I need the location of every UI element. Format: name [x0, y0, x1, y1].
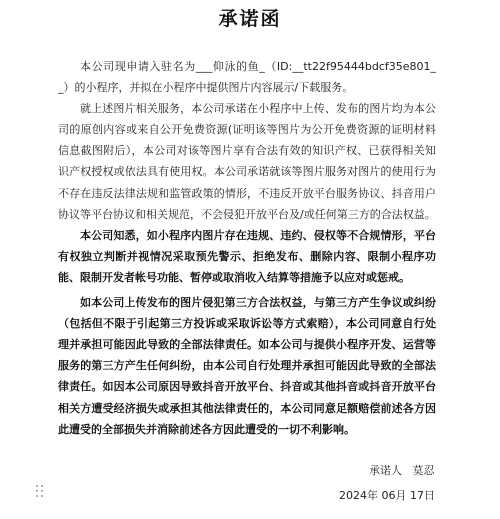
document-title: 承诺函 — [218, 8, 282, 30]
document-body — [58, 56, 436, 440]
signature-date: 2024年 06月 17日 — [339, 489, 435, 502]
paragraph-image-commitment: 就上述图片相关服务，本公司承诺在小程序中上传、发布的图片均为本公司的原创内容或来自公开免费资源(证明该等图片为公开免费资源的证明材料信息截图附后），本公司对该等图片享有合法有效的知识产权、已获得相关知识产权授权或依法具有使用权。本公司承诺就该等图片服务对图片的使用行为不存在违反法律法规和监管政策的情形，不违反开放平台服务协议、抖音用户协议等平台协议和相关规范，不会侵犯开放平台及/或任何第三方的合法权益。 — [58, 102, 436, 221]
paragraph-application: 本公司现申请入驻名为___仰泳的鱼_（ID:__tt22f95444bdcf35e801__）的小程序，并拟在小程序中提供图片内容展示/下载服务。 — [58, 60, 436, 95]
signature-line — [369, 462, 435, 478]
paragraph-liability: 如本公司上传发布的图片侵犯第三方合法权益，与第三方产生争议或纠纷（包括但不限于引起第三方投诉或采取诉讼等方式索赔），本公司同意自行处理并承担可能因此导致的全部法律责任。如本公司与提供小程序开发、运营等服务的第三方产生任何纠纷，由本公司自行处理并承担可能因此导致的全部法律责任。如因本公司原因导致抖音开放平台、抖音或其他抖音或抖音开放平台相关方遭受经济损失或承担其他法律责任的，本公司同意足额赔偿前述各方因此遭受的全部损失并消除前述各方因此遭受的一切不利影响。 — [58, 296, 436, 436]
signer-name: 莫忍 — [412, 464, 435, 477]
signer-label: 承诺人 — [369, 464, 402, 477]
paragraph-platform-rights: 本公司知悉，如小程序内图片存在违规、违约、侵权等不合规情形，平台有权独立判断并视情况采取预先警示、拒绝发布、删除内容、限制小程序功能、限制开发者帐号功能、暂停或取消收入结算等措施予以应对或惩戒。 — [58, 228, 436, 284]
drag-handle-icon[interactable] — [36, 485, 44, 499]
